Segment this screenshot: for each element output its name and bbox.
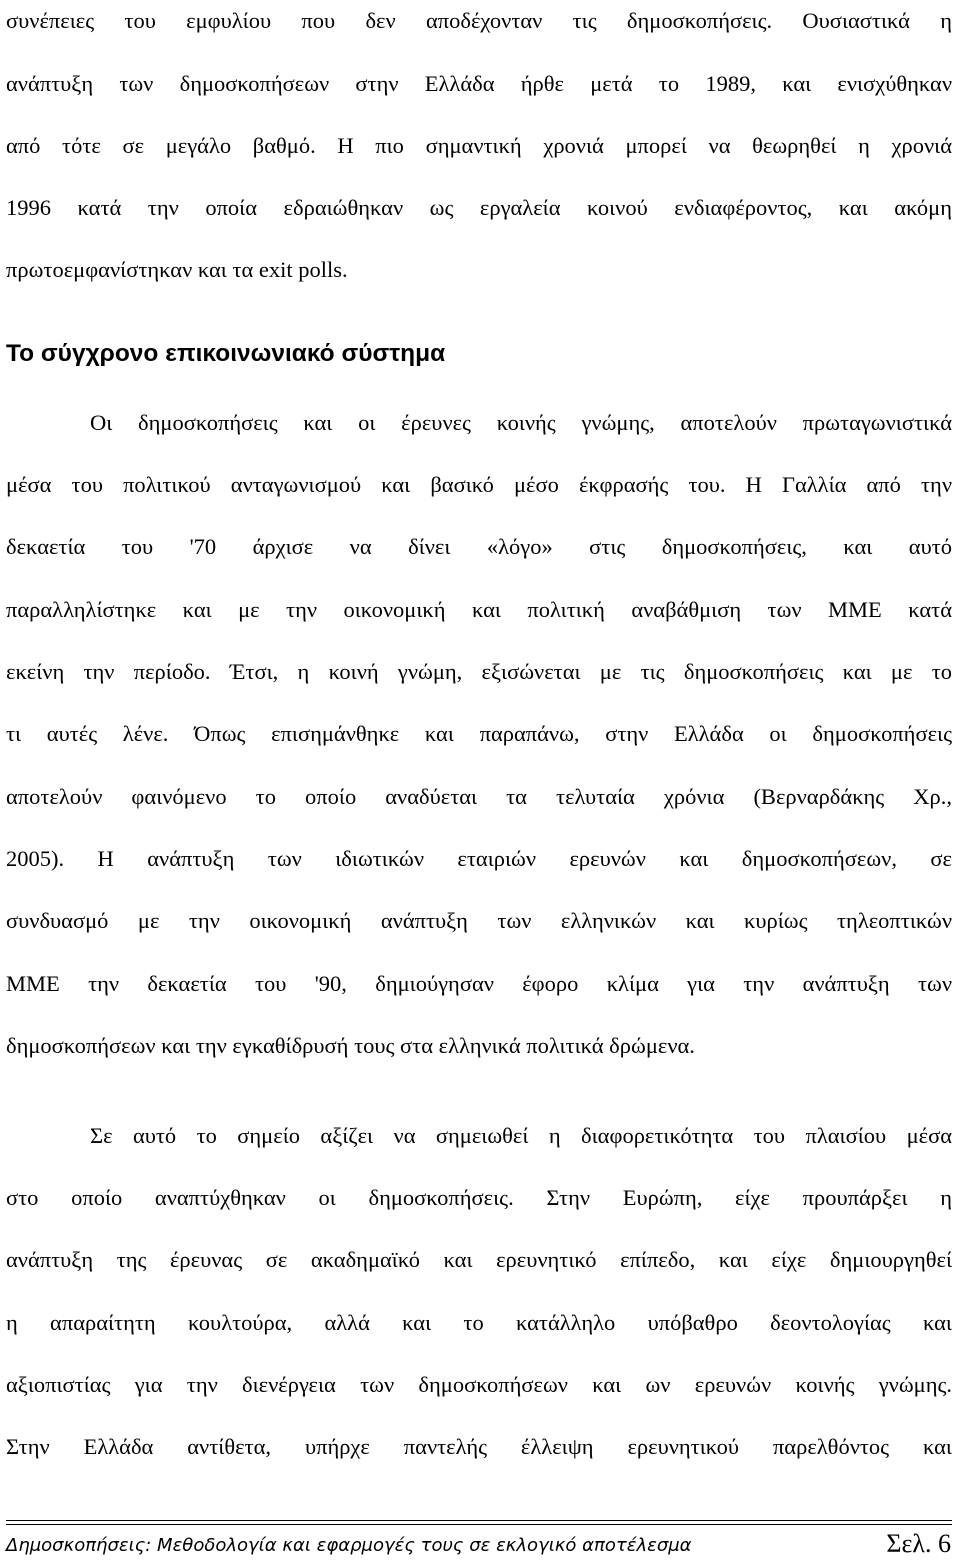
paragraph-2-line-3: δεκαετία του '70 άρχισε να δίνει «λόγο» στις δημοσκοπήσεις, και αυτό	[6, 534, 952, 559]
paragraph-2-line-2: μέσα του πολιτικού ανταγωνισμού και βασικό μέσο έκφρασής του. Η Γαλλία από την	[6, 472, 952, 497]
paragraph-3-line-6: Στην Ελλάδα αντίθετα, υπήρχε παντελής έλλειψη ερευνητικού παρελθόντος και	[6, 1434, 952, 1459]
paragraph-3-line-4: η απαραίτητη κουλτούρα, αλλά και το κατάλληλο υπόβαθρο δεοντολογίας και	[6, 1310, 952, 1335]
paragraph-2-line-6: τι αυτές λένε. Όπως επισημάνθηκε και παραπάνω, στην Ελλάδα οι δημοσκοπήσεις	[6, 721, 952, 746]
paragraph-3-line-3: ανάπτυξη της έρευνας σε ακαδημαϊκό και ερευνητικό επίπεδο, και είχε δημιουργηθεί	[6, 1247, 952, 1272]
paragraph-1-line-2: ανάπτυξη των δημοσκοπήσεων στην Ελλάδα ήρθε μετά το 1989, και ενισχύθηκαν	[6, 71, 952, 96]
footer-title: Δημοσκοπήσεις: Μεθοδολογία και εφαρμογές τους σε εκλογικό αποτέλεσμα	[6, 1535, 692, 1556]
paragraph-1-line-4: 1996 κατά την οποία εδραιώθηκαν ως εργαλεία κοινού ενδιαφέροντος, και ακόμη	[6, 195, 952, 220]
page-number: Σελ. 6	[886, 1529, 951, 1558]
paragraph-1-line-1: συνέπειες του εμφυλίου που δεν αποδέχονταν τις δημοσκοπήσεις. Ουσιαστικά η	[6, 8, 952, 33]
paragraph-1-line-3: από τότε σε μεγάλο βαθμό. Η πιο σημαντική χρονιά μπορεί να θεωρηθεί η χρονιά	[6, 133, 952, 158]
paragraph-2-line-11: δημοσκοπήσεων και την εγκαθίδρυσή τους στα ελληνικά πολιτικά δρώμενα.	[6, 1033, 695, 1058]
paragraph-2-line-4: παραλληλίστηκε και με την οικονομική και πολιτική αναβάθμιση των ΜΜΕ κατά	[6, 597, 952, 622]
paragraph-2-line-5: εκείνη την περίοδο. Έτσι, η κοινή γνώμη, εξισώνεται με τις δημοσκοπήσεις και με το	[6, 659, 952, 684]
section-heading: Το σύγχρονο επικοινωνιακό σύστημα	[6, 340, 446, 367]
paragraph-3-line-1: Σε αυτό το σημείο αξίζει να σημειωθεί η διαφορετικότητα του πλαισίου μέσα	[90, 1123, 952, 1148]
footer-divider-top	[6, 1520, 952, 1521]
footer-divider-bottom	[6, 1524, 952, 1525]
paragraph-2-line-8: 2005). Η ανάπτυξη των ιδιωτικών εταιριών ερευνών και δημοσκοπήσεων, σε	[6, 846, 952, 871]
paragraph-3-line-2: στο οποίο αναπτύχθηκαν οι δημοσκοπήσεις. Στην Ευρώπη, είχε προυπάρξει η	[6, 1185, 952, 1210]
paragraph-1-line-5: πρωτοεμφανίστηκαν και τα exit polls.	[6, 257, 348, 282]
paragraph-2-line-1: Οι δημοσκοπήσεις και οι έρευνες κοινής γνώμης, αποτελούν πρωταγωνιστικά	[90, 410, 952, 435]
paragraph-2-line-10: ΜΜΕ την δεκαετία του '90, δημιούγησαν έφορο κλίμα για την ανάπτυξη των	[6, 971, 952, 996]
paragraph-2-line-9: συνδυασμό με την οικονομική ανάπτυξη των ελληνικών και κυρίως τηλεοπτικών	[6, 908, 952, 933]
paragraph-2-line-7: αποτελούν φαινόμενο το οποίο αναδύεται τα τελυταία χρόνια (Βερναρδάκης Χρ.,	[6, 784, 952, 809]
paragraph-3-line-5: αξιοπιστίας για την διενέργεια των δημοσκοπήσεων και ων ερευνών κοινής γνώμης.	[6, 1372, 952, 1397]
